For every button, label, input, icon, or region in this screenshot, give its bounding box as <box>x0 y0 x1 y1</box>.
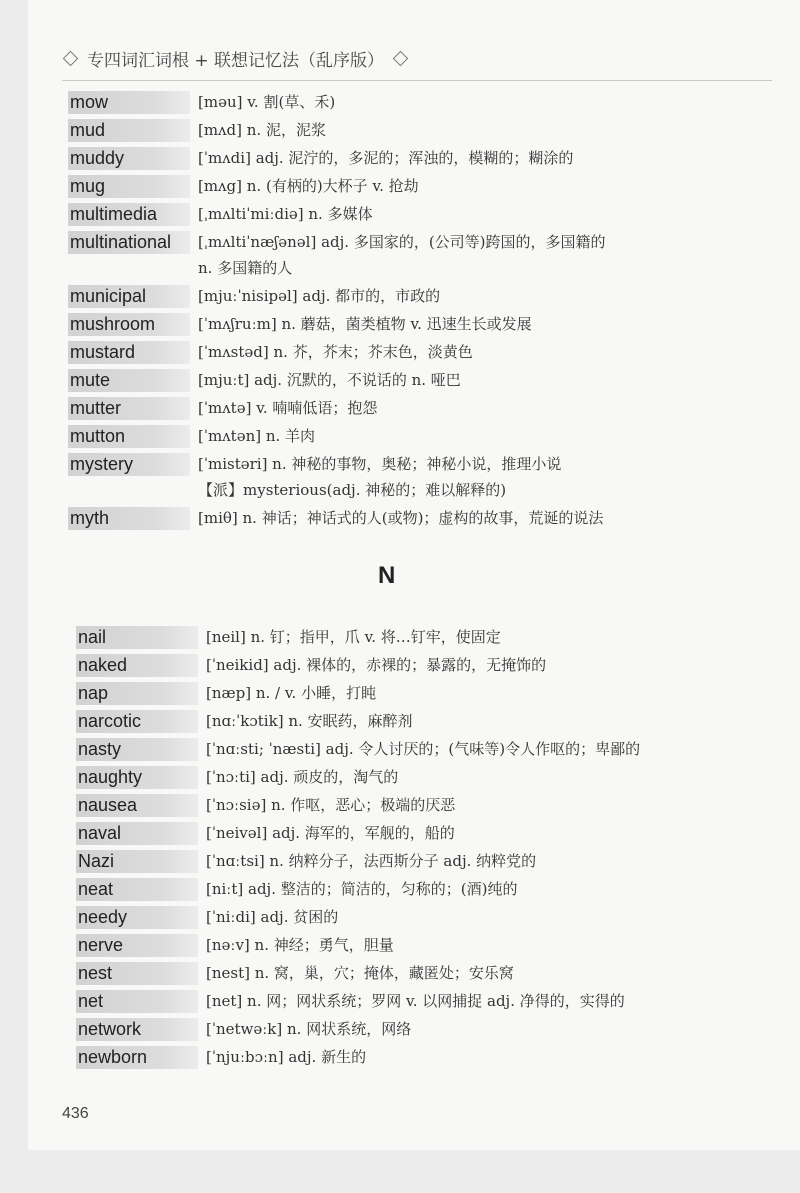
definition: [ˈnɑːtsi] n. 纳粹分子，法西斯分子 adj. 纳粹党的 <box>206 852 537 870</box>
entry-nail <box>0 626 800 653</box>
definition: [ˈmʌʃruːm] n. 蘑菇，菌类植物 v. 迅速生长或发展 <box>198 315 532 333</box>
entry-multinational <box>0 231 800 277</box>
definition: [ˈneivəl] adj. 海军的，军舰的，船的 <box>206 824 455 842</box>
entry-mutton <box>0 425 800 452</box>
entry-mow <box>0 91 800 118</box>
headword: newborn <box>76 1046 198 1069</box>
entry-needy <box>0 906 800 933</box>
definition: [mʌd] n. 泥，泥浆 <box>198 121 326 139</box>
header-title: 专四词汇词根 + 联想记忆法（乱序版） <box>87 51 385 71</box>
headword: nerve <box>76 934 198 957</box>
diamond-ornament-icon <box>393 51 409 67</box>
headword: mystery <box>68 453 190 476</box>
entry-net <box>0 990 800 1017</box>
entry-neat <box>0 878 800 905</box>
entry-naval <box>0 822 800 849</box>
definition: [nɑːˈkɔtik] n. 安眠药，麻醉剂 <box>206 712 413 730</box>
entry-nest <box>0 962 800 989</box>
entry-mushroom <box>0 313 800 340</box>
headword: network <box>76 1018 198 1041</box>
headword: nap <box>76 682 198 705</box>
headword: Nazi <box>76 850 198 873</box>
entry-naughty <box>0 766 800 793</box>
entry-nasty <box>0 738 800 765</box>
definition: [nest] n. 窝，巢，穴；掩体，藏匿处；安乐窝 <box>206 964 514 982</box>
headword: mushroom <box>68 313 190 336</box>
headword: needy <box>76 906 198 929</box>
definition-continued: n. 多国籍的人 <box>198 259 293 277</box>
headword: municipal <box>68 285 190 308</box>
definition: [ˈmʌdi] adj. 泥泞的，多泥的；浑浊的，模糊的；糊涂的 <box>198 149 574 167</box>
headword: mutter <box>68 397 190 420</box>
definition: [məu] v. 割(草、禾) <box>198 93 336 111</box>
headword: net <box>76 990 198 1013</box>
definition: [mjuːˈnisipəl] adj. 都市的，市政的 <box>198 287 441 305</box>
definition: [niːt] adj. 整洁的；简洁的，匀称的；(酒)纯的 <box>206 880 518 898</box>
headword: nausea <box>76 794 198 817</box>
headword: naval <box>76 822 198 845</box>
entry-newborn <box>0 1046 800 1073</box>
definition: [ˈnɔːti] adj. 顽皮的，淘气的 <box>206 768 399 786</box>
entry-myth <box>0 507 800 534</box>
definition: [ˈnɑːsti; ˈnæsti] adj. 令人讨厌的；(气味等)令人作呕的；卑鄙的 <box>206 740 641 758</box>
entry-nazi <box>0 850 800 877</box>
headword: mow <box>68 91 190 114</box>
definition: [ˈmistəri] n. 神秘的事物，奥秘；神秘小说，推理小说 <box>198 455 562 473</box>
definition: [ˈmʌtən] n. 羊肉 <box>198 427 316 445</box>
headword: mutton <box>68 425 190 448</box>
entry-muddy <box>0 147 800 174</box>
definition: [ˈnetwəːk] n. 网状系统，网络 <box>206 1020 412 1038</box>
entry-naked <box>0 654 800 681</box>
entry-mutter <box>0 397 800 424</box>
definition: [ˌmʌltiˈnæʃənəl] adj. 多国家的，(公司等)跨国的，多国籍的 <box>198 233 606 251</box>
headword: mud <box>68 119 190 142</box>
headword: muddy <box>68 147 190 170</box>
definition: [ˌmʌltiˈmiːdiə] n. 多媒体 <box>198 205 373 223</box>
entry-mud <box>0 119 800 146</box>
entry-nerve <box>0 934 800 961</box>
running-header <box>62 46 409 71</box>
header-rule <box>62 80 772 81</box>
definition: [net] n. 网；网状系统；罗网 v. 以网捕捉 adj. 净得的，实得的 <box>206 992 625 1010</box>
definition: [miθ] n. 神话；神话式的人(或物)；虚构的故事，荒诞的说法 <box>198 509 604 527</box>
entry-mustard <box>0 341 800 368</box>
headword: myth <box>68 507 190 530</box>
headword: mustard <box>68 341 190 364</box>
headword: nail <box>76 626 198 649</box>
definition: [næp] n. / v. 小睡，打盹 <box>206 684 377 702</box>
entry-mute <box>0 369 800 396</box>
definition: [ˈmʌstəd] n. 芥，芥末；芥末色，淡黄色 <box>198 343 473 361</box>
definition: [nəːv] n. 神经；勇气，胆量 <box>206 936 394 954</box>
entry-nap <box>0 682 800 709</box>
entry-mystery <box>0 453 800 499</box>
page-number: 436 <box>62 1105 89 1122</box>
section-letter-heading: N <box>378 562 396 589</box>
entry-multimedia <box>0 203 800 230</box>
definition: [mjuːt] adj. 沉默的，不说话的 n. 哑巴 <box>198 371 461 389</box>
headword: mug <box>68 175 190 198</box>
headword: multinational <box>68 231 190 254</box>
headword: nasty <box>76 738 198 761</box>
entry-network <box>0 1018 800 1045</box>
derivative-note: 【派】mysterious(adj. 神秘的；难以解释的) <box>198 481 507 499</box>
headword: naked <box>76 654 198 677</box>
definition: [mʌg] n. (有柄的)大杯子 v. 抢劫 <box>198 177 419 195</box>
definition: [ˈneikid] adj. 裸体的，赤裸的；暴露的，无掩饰的 <box>206 656 547 674</box>
entry-nausea <box>0 794 800 821</box>
definition: [ˈnjuːbɔːn] adj. 新生的 <box>206 1048 367 1066</box>
definition: [ˈmʌtə] v. 喃喃低语；抱怨 <box>198 399 378 417</box>
definition: [ˈniːdi] adj. 贫困的 <box>206 908 339 926</box>
entry-narcotic <box>0 710 800 737</box>
headword: nest <box>76 962 198 985</box>
headword: naughty <box>76 766 198 789</box>
entry-municipal <box>0 285 800 312</box>
headword: multimedia <box>68 203 190 226</box>
definition: [neil] n. 钉；指甲，爪 v. 将…钉牢，使固定 <box>206 628 501 646</box>
headword: neat <box>76 878 198 901</box>
headword: mute <box>68 369 190 392</box>
headword: narcotic <box>76 710 198 733</box>
entry-mug <box>0 175 800 202</box>
diamond-ornament-icon <box>63 51 79 67</box>
definition: [ˈnɔːsiə] n. 作呕，恶心；极端的厌恶 <box>206 796 456 814</box>
